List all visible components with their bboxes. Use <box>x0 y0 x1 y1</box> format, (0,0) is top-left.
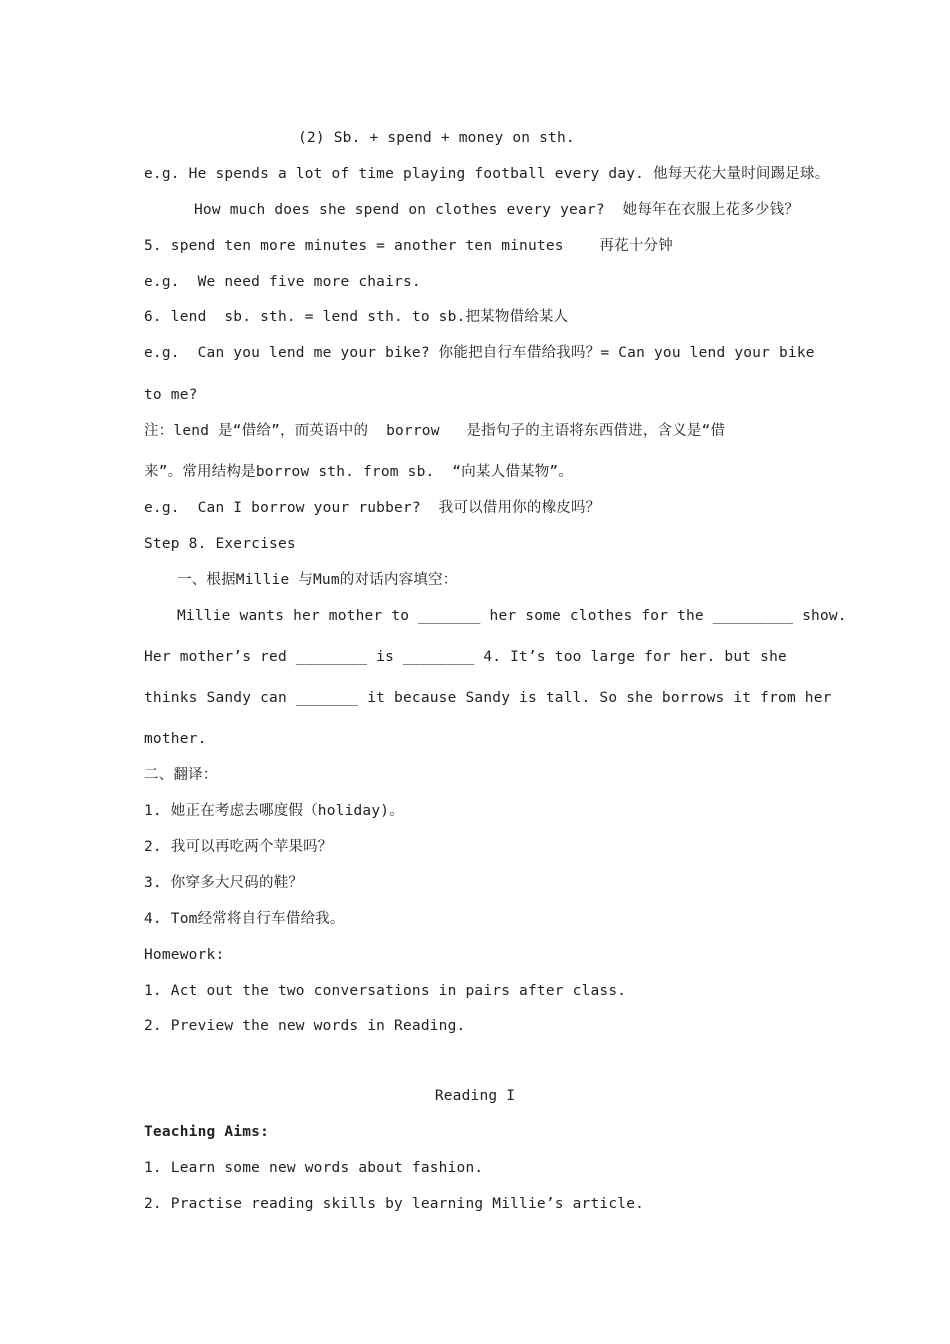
phrase-point: 6. lend sb. sth. = lend sth. to sb.把某物借给某人 <box>144 309 569 325</box>
translation-item: 1. 她正在考虑去哪度假（holiday)。 <box>144 803 404 819</box>
structure-line: (2) Sb. + spend + money on sth. <box>298 130 575 146</box>
note-line: 注：lend 是“借给”，而英语中的 borrow 是指句子的主语将东西借进，含义是“借 <box>144 423 726 439</box>
exercise-text: mother. <box>144 731 207 747</box>
translation-item: 3. 你穿多大尺码的鞋？ <box>144 875 304 891</box>
teaching-aims-heading: Teaching Aims: <box>144 1124 270 1140</box>
example-line: e.g. He spends a lot of time playing football every day. 他每天花大量时间踢足球。 <box>144 166 830 182</box>
translation-item: 2. 我可以再吃两个苹果吗？ <box>144 839 333 855</box>
section-heading: 二、翻译： <box>144 767 218 783</box>
homework-item: 2. Preview the new words in Reading. <box>144 1018 466 1034</box>
translation-item: 4. Tom经常将自行车借给我。 <box>144 911 345 927</box>
exercise-instruction: 一、根据Millie 与Mum的对话内容填空： <box>177 572 458 588</box>
example-line-continued: to me? <box>144 387 198 403</box>
phrase-point: 5. spend ten more minutes = another ten minutes 再花十分钟 <box>144 238 673 254</box>
aim-item: 1. Learn some new words about fashion. <box>144 1160 484 1176</box>
homework-item: 1. Act out the two conversations in pairs after class. <box>144 983 627 999</box>
exercise-text: Millie wants her mother to _______ her some clothes for the _________ show. <box>177 608 847 624</box>
exercise-text: thinks Sandy can _______ it because Sandy is tall. So she borrows it from her <box>144 690 832 706</box>
example-line: How much does she spend on clothes every year? 她每年在衣服上花多少钱？ <box>194 202 800 218</box>
homework-heading: Homework: <box>144 947 225 963</box>
section-title: Reading I <box>434 1088 516 1104</box>
example-line: e.g. Can I borrow your rubber? 我可以借用你的橡皮吗？ <box>144 500 601 516</box>
note-line-continued: 来”。常用结构是borrow sth. from sb. “向某人借某物”。 <box>144 464 574 480</box>
exercise-text: Her mother’s red ________ is ________ 4. It’s too large for her. but she <box>144 649 787 665</box>
example-line: e.g. We need five more chairs. <box>144 274 421 290</box>
example-line: e.g. Can you lend me your bike? 你能把自行车借给我吗？= Can you lend your bike <box>144 345 815 361</box>
section-heading: Step 8. Exercises <box>144 536 296 552</box>
aim-item: 2. Practise reading skills by learning Millie’s article. <box>144 1196 645 1212</box>
